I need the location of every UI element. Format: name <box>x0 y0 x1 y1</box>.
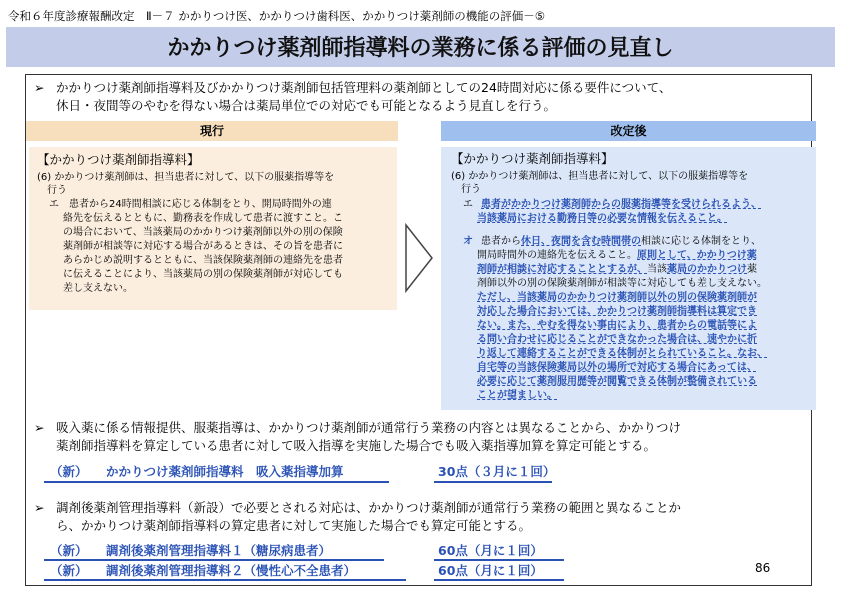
revised-item-o-bold-line: ただし、当該薬局のかかりつけ薬剤師以外の別の保険薬剤師が <box>477 292 757 303</box>
revised-item-o-bold-line: り返して連絡することができる体制がとられていること。なお、 <box>477 348 767 359</box>
current-item-e-line: の場合において、当該薬局のかかりつけ薬剤師以外の別の保険 <box>63 227 343 238</box>
revised-item-e-line2: 当該薬局における勤務日等の必要な情報を伝えること。 <box>477 213 727 224</box>
current-item6-line1: (6) かかりつけ薬剤師は、担当患者に対して、以下の服薬指導等を <box>37 172 335 183</box>
bullet2-line2: 薬剤師指導料を算定している患者に対して吸入指導を実施した場合でも吸入薬指導加算を算定可能とする。 <box>56 437 657 453</box>
current-item-e-line: 絡先を伝えるとともに、勤務表を作成して患者に渡すこと。こ <box>63 213 343 224</box>
fee3-points: 60点（月に１回） <box>438 563 543 578</box>
revised-section-title: 【かかりつけ薬剤師指導料】 <box>451 151 614 166</box>
bullet-arrow-icon: ➢ <box>34 500 45 515</box>
fee2-points: 60点（月に１回） <box>438 543 543 558</box>
current-item-e-line: 薬剤師が相談等に対応する場合があるときは、その旨を患者に <box>63 241 343 252</box>
fee2-name: 調剤後薬剤管理指導料１（糖尿病患者） <box>106 543 332 558</box>
revised-item-o-line1: 患者から休日、夜間を含む時間帯の相談に応じる体制をとり、 <box>481 236 761 247</box>
fee1-tag: （新） <box>50 464 88 479</box>
page-number: 86 <box>755 561 771 575</box>
fee3-underline <box>44 579 406 581</box>
revised-item-o-bold-line: ことが望ましい。 <box>477 390 557 401</box>
current-item-e-line: エ 患者から24時間相談に応じる体制をとり、開局時間外の連 <box>49 199 332 210</box>
current-item-e-line: 差し支えない。 <box>63 283 133 294</box>
page-title: かかりつけ薬剤師指導料の業務に係る評価の見直し <box>167 36 674 61</box>
revised-item-o-bold-line: 対応した場合においては、かかりつけ薬剤師指導料は算定でき <box>477 306 757 317</box>
revised-item-o-line3: 剤師が相談に対応することとするが、当該薬局のかかりつけ薬 <box>477 264 757 275</box>
revised-text-panel <box>441 147 816 410</box>
revised-item6-line2: 行う <box>461 184 481 195</box>
current-column-header: 現行 <box>26 121 398 141</box>
current-item-e-line: に伝えることにより、当該薬局の別の保険薬剤師が対応しても <box>63 269 343 280</box>
current-item-e-line: あらかじめ説明するとともに、当該保険薬剤師の連絡先を患者 <box>63 255 343 266</box>
fee3-tag: （新） <box>50 563 88 578</box>
bullet2-line1: 吸入薬に係る情報提供、服薬指導は、かかりつけ薬剤師が通常行う業務の内容とは異なることから、かかりつけ <box>56 420 682 435</box>
current-section-title: 【かかりつけ薬剤師指導料】 <box>37 152 200 167</box>
revised-item-o-label: オ <box>463 236 473 247</box>
fee1-points: 30点（３月に１回） <box>438 464 556 479</box>
revised-item-o-bold-line: ない。また、やむを得ない事由により、患者からの電話等によ <box>477 320 757 331</box>
bullet-arrow-icon: ➢ <box>34 420 45 435</box>
revised-item-o-bold-line: 自宅等の当該保険薬局以外の場所で対応する場合にあっては、 <box>477 362 757 373</box>
slide-header: 令和６年度診療報酬改定 Ⅱ－７ かかりつけ医、かかりつけ歯科医、かかりつけ薬剤師の機能の評価－⑤ <box>8 9 546 23</box>
fee1-underline <box>44 481 389 483</box>
revised-item-o-bold-line: る問い合わせに応じることができなかった場合は、速やかに折 <box>477 334 757 345</box>
revised-item-e-label: エ <box>463 199 473 210</box>
fee3-points-underline <box>434 579 564 581</box>
bullet3-line2: ら、かかりつけ薬剤師指導料の算定患者に対して実施した場合でも算定可能とする。 <box>56 517 532 533</box>
current-item6-line2: 行う <box>47 185 67 196</box>
right-chevron-arrow-icon <box>404 223 434 293</box>
fee1-name: かかりつけ薬剤師指導料 吸入薬指導加算 <box>106 464 344 479</box>
revised-item6-line1: (6) かかりつけ薬剤師は、担当患者に対して、以下の服薬指導等を <box>451 171 749 182</box>
bullet1-line2: 休日・夜間等のやむを得ない場合は薬局単位での対応でも可能となるよう見直しを行う。 <box>56 97 557 113</box>
revised-item-o-line4: 剤師以外の別の保険薬剤師が相談等に対応しても差し支えない。 <box>477 278 767 289</box>
revised-item-o-line2: 開局時間外の連絡先を伝えること。原則として、かかりつけ薬 <box>477 250 757 261</box>
revised-item-o-bold-line: 必要に応じて薬剤服用歴等が閲覧できる体制が整備されている <box>477 376 757 387</box>
bullet3-line1: 調剤後薬剤管理指導料（新設）で必要とされる対応は、かかりつけ薬剤師が通常行う業務の範囲と異なることか <box>56 500 682 515</box>
fee2-tag: （新） <box>50 543 88 558</box>
revised-column-header: 改定後 <box>441 121 816 141</box>
bullet-arrow-icon: ➢ <box>34 80 45 95</box>
revised-item-e-line1: 患者がかかりつけ薬剤師からの服薬指導等を受けられるよう、 <box>481 199 761 210</box>
bullet1-line1: かかりつけ薬剤師指導料及びかかりつけ薬剤師包括管理料の薬剤師としての24時間対応に係る要件について、 <box>56 80 672 95</box>
fee1-points-underline <box>434 481 552 483</box>
fee3-name: 調剤後薬剤管理指導料２（慢性心不全患者） <box>106 563 357 578</box>
current-text-panel <box>29 147 397 310</box>
title-bar <box>6 27 835 67</box>
